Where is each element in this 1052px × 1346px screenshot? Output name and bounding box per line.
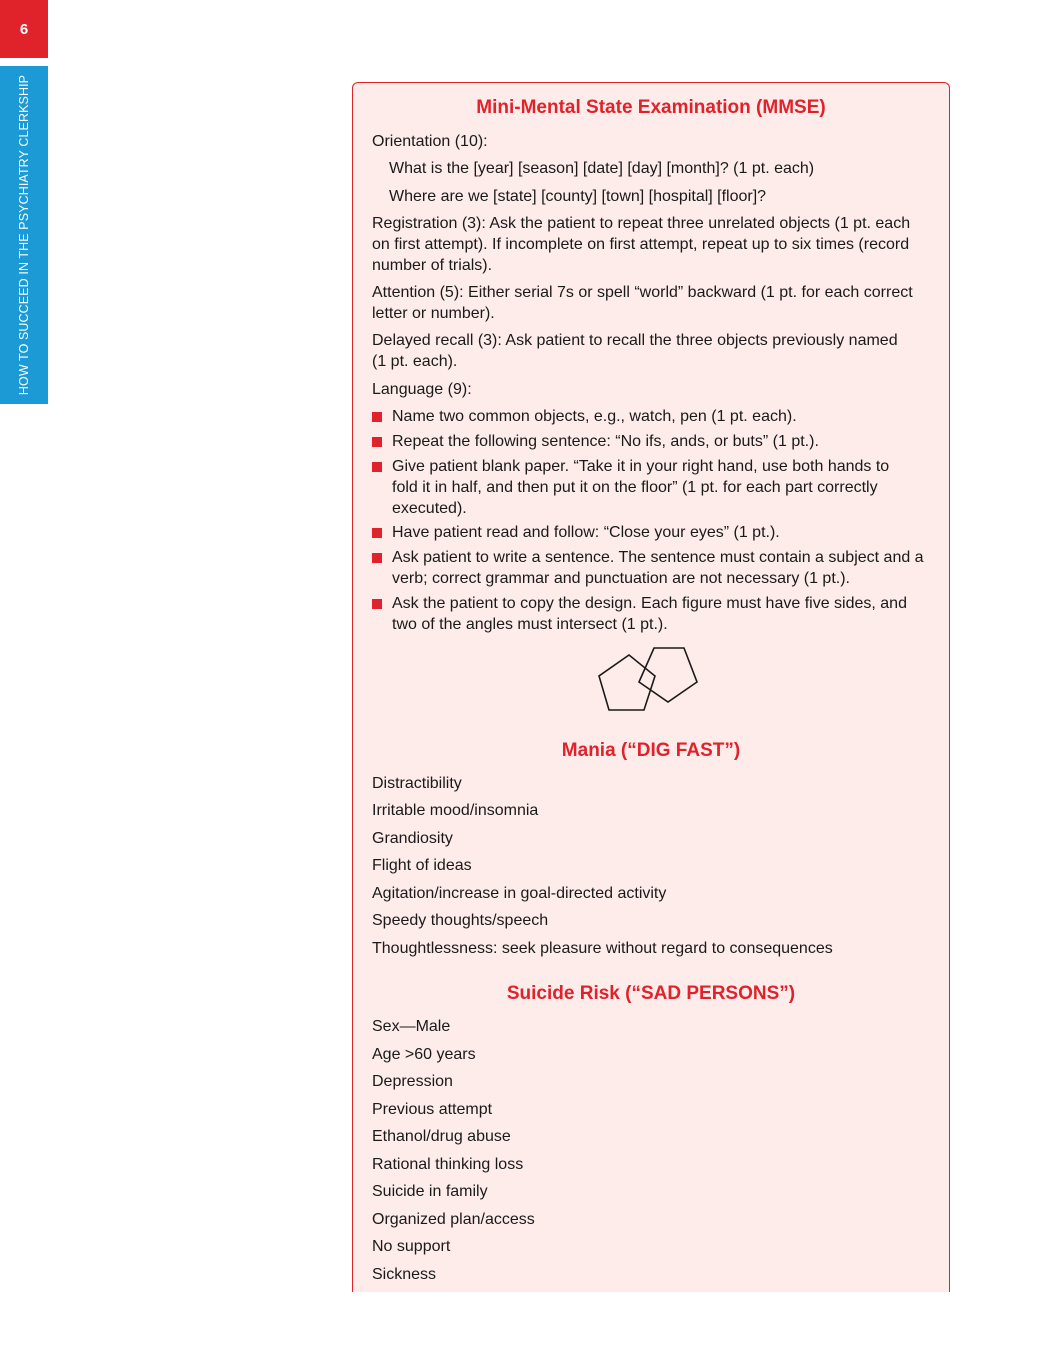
bullet-square (372, 553, 382, 563)
suicide-title: Suicide Risk (“SAD PERSONS”) (506, 983, 796, 1004)
suicide-item: Organized plan/access (372, 1211, 535, 1228)
language-item: fold it in half, and then put it on the floor” (1 pt. for each part correctly (392, 479, 878, 496)
page-number: 6 (0, 0, 48, 58)
intersecting-pentagons-figure (594, 644, 704, 716)
suicide-item: Previous attempt (372, 1101, 493, 1118)
language-item: verb; correct grammar and punctuation are not necessary (1 pt.). (392, 570, 850, 587)
suicide-item: No support (372, 1238, 451, 1255)
orientation-heading: Orientation (10): (372, 133, 488, 150)
language-heading: Language (9): (372, 381, 472, 398)
language-item: Ask the patient to copy the design. Each figure must have five sides, and (392, 595, 907, 612)
mania-item: Thoughtlessness: seek pleasure without regard to consequences (372, 940, 833, 957)
mania-item: Flight of ideas (372, 857, 472, 874)
suicide-item: Depression (372, 1073, 453, 1090)
attention-line: letter or number). (372, 305, 495, 322)
mmse-title: Mini-Mental State Examination (MMSE) (476, 97, 826, 118)
mania-item: Irritable mood/insomnia (372, 802, 539, 819)
language-item: Ask patient to write a sentence. The sentence must contain a subject and a (392, 549, 924, 566)
suicide-item: Sex—Male (372, 1018, 451, 1035)
mania-item: Distractibility (372, 775, 462, 792)
suicide-item: Sickness (372, 1266, 437, 1283)
orientation-question-1: What is the [year] [season] [date] [day] [month]? (1 pt. each) (389, 160, 815, 177)
mania-title: Mania (“DIG FAST”) (561, 740, 741, 761)
mania-item: Grandiosity (372, 830, 453, 847)
bullet-square (372, 528, 382, 538)
registration-line: Registration (3): Ask the patient to repeat three unrelated objects (1 pt. each (372, 215, 911, 232)
registration-line: on first attempt). If incomplete on first attempt, repeat up to six times (record (372, 236, 910, 253)
language-item: Have patient read and follow: “Close your eyes” (1 pt.). (392, 524, 780, 541)
delayed-recall-line: Delayed recall (3): Ask patient to recall the three objects previously named (372, 332, 898, 349)
delayed-recall-line: (1 pt. each). (372, 353, 458, 370)
suicide-item: Ethanol/drug abuse (372, 1128, 511, 1145)
language-item: Give patient blank paper. “Take it in your right hand, use both hands to (392, 458, 890, 475)
suicide-item: Rational thinking loss (372, 1156, 524, 1173)
running-head-text: HOW TO SUCCEED IN THE PSYCHIATRY CLERKSHIP (17, 74, 31, 396)
orientation-question-2: Where are we [state] [county] [town] [hospital] [floor]? (389, 188, 767, 205)
language-item: executed). (392, 500, 467, 517)
registration-line: number of trials). (372, 257, 493, 274)
bullet-square (372, 437, 382, 447)
running-head (0, 66, 48, 404)
mania-item: Speedy thoughts/speech (372, 912, 549, 929)
language-item: two of the angles must intersect (1 pt.). (392, 616, 668, 633)
mania-item: Agitation/increase in goal-directed activity (372, 885, 667, 902)
bullet-square (372, 412, 382, 422)
bullet-square (372, 599, 382, 609)
bullet-square (372, 462, 382, 472)
attention-line: Attention (5): Either serial 7s or spell “world” backward (1 pt. for each correct (372, 284, 913, 301)
suicide-item: Age >60 years (372, 1046, 476, 1063)
language-item: Name two common objects, e.g., watch, pen (1 pt. each). (392, 408, 797, 425)
suicide-item: Suicide in family (372, 1183, 488, 1200)
language-item: Repeat the following sentence: “No ifs, ands, or buts” (1 pt.). (392, 433, 819, 450)
